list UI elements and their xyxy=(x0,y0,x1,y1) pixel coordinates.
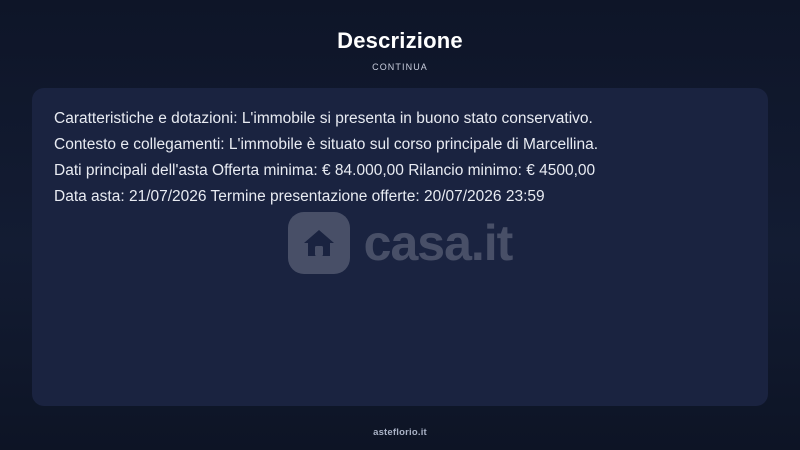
home-icon xyxy=(288,212,350,274)
watermark xyxy=(0,212,800,274)
footer-site-label: asteflorio.it xyxy=(373,427,427,438)
description-line: Contesto e collegamenti: L'immobile è situato sul corso principale di Marcellina. xyxy=(54,136,598,153)
watermark-text: casa.it xyxy=(363,215,513,271)
description-line: Dati principali dell'asta Offerta minima: € 84.000,00 Rilancio minimo: € 4500,00 xyxy=(54,162,596,179)
description-line: Data asta: 21/07/2026 Termine presentazione offerte: 20/07/2026 23:59 xyxy=(54,188,545,205)
page-title: Descrizione xyxy=(337,28,463,53)
header xyxy=(0,0,800,72)
continue-label[interactable]: CONTINUA xyxy=(372,62,428,72)
footer xyxy=(0,422,800,440)
description-line: Caratteristiche e dotazioni: L'immobile si presenta in buono stato conservativo. xyxy=(54,110,593,127)
